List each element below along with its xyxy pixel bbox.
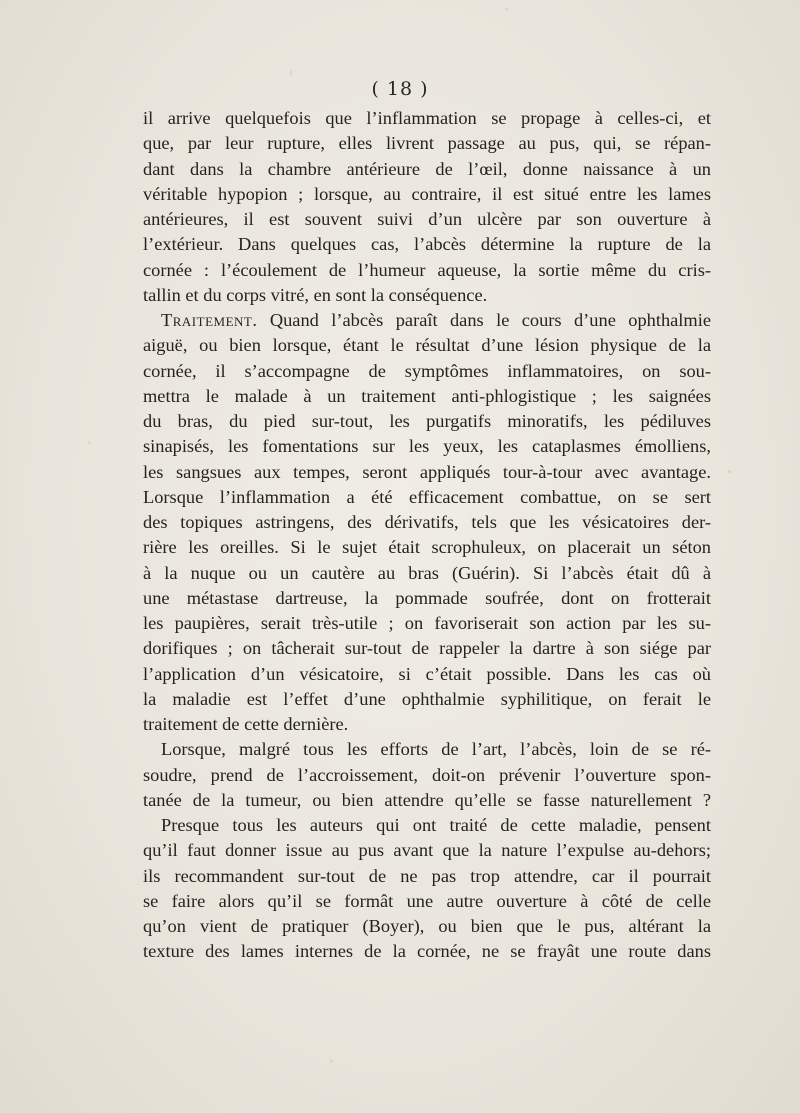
text-line-content: cornée, il s’accompagne de symptômes inflammatoires, on sou- <box>143 360 711 381</box>
paper-spot <box>330 1060 333 1063</box>
paper-spot <box>728 470 731 473</box>
text-line-content: Lorsque, malgré tous les efforts de l’art, l’abcès, loin de se ré- <box>161 739 711 760</box>
text-line-content: se faire alors qu’il se formât une autre ouverture à côté de celle <box>143 890 711 911</box>
text-line <box>143 636 711 661</box>
text-line <box>143 434 711 459</box>
text-line-content: rière les oreilles. Si le sujet était scrophuleux, on placerait un séton <box>143 537 711 558</box>
text-line <box>143 611 711 636</box>
text-line <box>143 333 711 358</box>
text-line-content: soudre, prend de l’accroissement, doit-on prévenir l’ouverture spon- <box>143 764 711 785</box>
text-line <box>143 485 711 510</box>
text-line <box>143 283 711 308</box>
text-line <box>143 662 711 687</box>
text-line-content: les sangsues aux tempes, seront appliqués tour-à-tour avec avantage. <box>143 461 711 482</box>
text-line <box>143 864 711 889</box>
text-line-content: Presque tous les auteurs qui ont traité de cette maladie, pensent <box>161 815 711 835</box>
text-line-content: à la nuque ou un cautère au bras (Guérin). Si l’abcès était dû à <box>143 562 711 583</box>
text-line <box>143 687 711 712</box>
text-line <box>143 763 711 788</box>
paper-spot <box>505 8 508 11</box>
text-line-content: aiguë, ou bien lorsque, étant le résultat d’une lésion physique de la <box>143 335 711 356</box>
text-line-content: que, par leur rupture, elles livrent passage au pus, qui, se répan- <box>143 133 711 154</box>
text-line-content: qu’il faut donner issue au pus avant que la nature l’expulse au-dehors; <box>143 840 711 861</box>
text-line-content: Lorsque l’inflammation a été efficacement combattue, on se sert <box>143 486 711 507</box>
text-line <box>143 788 711 813</box>
text-line <box>143 737 711 762</box>
paper-spot <box>88 441 91 444</box>
text-line-content: tallin et du corps vitré, en sont la conséquence. <box>143 284 488 305</box>
text-line <box>143 384 711 409</box>
paper-spot <box>290 70 292 76</box>
text-line-content: l’extérieur. Dans quelques cas, l’abcès détermine la rupture de la <box>143 234 711 255</box>
text-line <box>143 586 711 611</box>
text-line-content: l’application d’un vésicatoire, si c’était possible. Dans les cas où <box>143 663 711 684</box>
page-number: ( 18 ) <box>371 78 429 100</box>
text-line-content: texture des lames internes de la cornée, ne se frayât une route dans <box>143 941 711 962</box>
text-line <box>143 460 711 485</box>
text-line-content: du bras, du pied sur-tout, les purgatifs minoratifs, les pédiluves <box>143 411 711 431</box>
text-line-content: traitement de cette dernière. <box>143 714 349 734</box>
text-line-content: une métastase dartreuse, la pommade soufrée, dont on frotterait <box>143 587 711 608</box>
text-line-content: il arrive quelquefois que l’inflammation se propage à celles-ci, et <box>143 108 711 128</box>
text-line <box>143 535 711 560</box>
text-line-content: tanée de la tumeur, ou bien attendre qu’elle se fasse naturellement ? <box>143 789 711 810</box>
text-line-content: la maladie est l’effet d’une ophthalmie syphilitique, on ferait le <box>143 688 711 709</box>
text-line-content: antérieures, il est souvent suivi d’un ulcère par son ouverture à <box>143 209 711 229</box>
text-line-content: véritable hypopion ; lorsque, au contraire, il est situé entre les lames <box>143 183 711 204</box>
text-line <box>143 182 711 207</box>
text-line-content: Quand l’abcès paraît dans le cours d’une ophthalmie <box>257 310 711 330</box>
text-line-content: ils recommandent sur-tout de ne pas trop attendre, car il pourrait <box>143 865 711 886</box>
text-line <box>143 131 711 156</box>
text-line <box>143 207 711 232</box>
text-line <box>143 838 711 863</box>
text-line-content: mettra le malade à un traitement anti-phlogistique ; les saignées <box>143 385 711 406</box>
text-line <box>143 308 711 333</box>
text-line <box>143 914 711 939</box>
text-line-content: dant dans la chambre antérieure de l’œil, donne naissance à un <box>143 158 711 179</box>
text-line-content: qu’on vient de pratiquer (Boyer), ou bien que le pus, altérant la <box>143 916 711 936</box>
text-line <box>143 232 711 257</box>
text-line <box>143 510 711 535</box>
text-line <box>143 409 711 434</box>
text-line-content: dorifiques ; on tâcherait sur-tout de rappeler la dartre à son siége par <box>143 638 711 659</box>
text-line <box>143 889 711 914</box>
section-heading: Traitement. <box>161 310 258 330</box>
text-line <box>143 258 711 283</box>
text-line-content: les paupières, serait très-utile ; on favoriserait son action par les su- <box>143 613 711 633</box>
text-line <box>143 561 711 586</box>
text-line-content: cornée : l’écoulement de l’humeur aqueuse, la sortie même du cris- <box>143 259 711 280</box>
text-line <box>143 939 711 964</box>
text-line-content: sinapisés, les fomentations sur les yeux, les cataplasmes émolliens, <box>143 436 711 457</box>
text-line <box>143 359 711 384</box>
body-text <box>143 106 711 965</box>
text-line <box>143 712 711 737</box>
text-line <box>143 813 711 838</box>
text-line-content: des topiques astringens, des dérivatifs, tels que les vésicatoires der- <box>143 512 711 532</box>
text-line <box>143 106 711 131</box>
text-line <box>143 157 711 182</box>
